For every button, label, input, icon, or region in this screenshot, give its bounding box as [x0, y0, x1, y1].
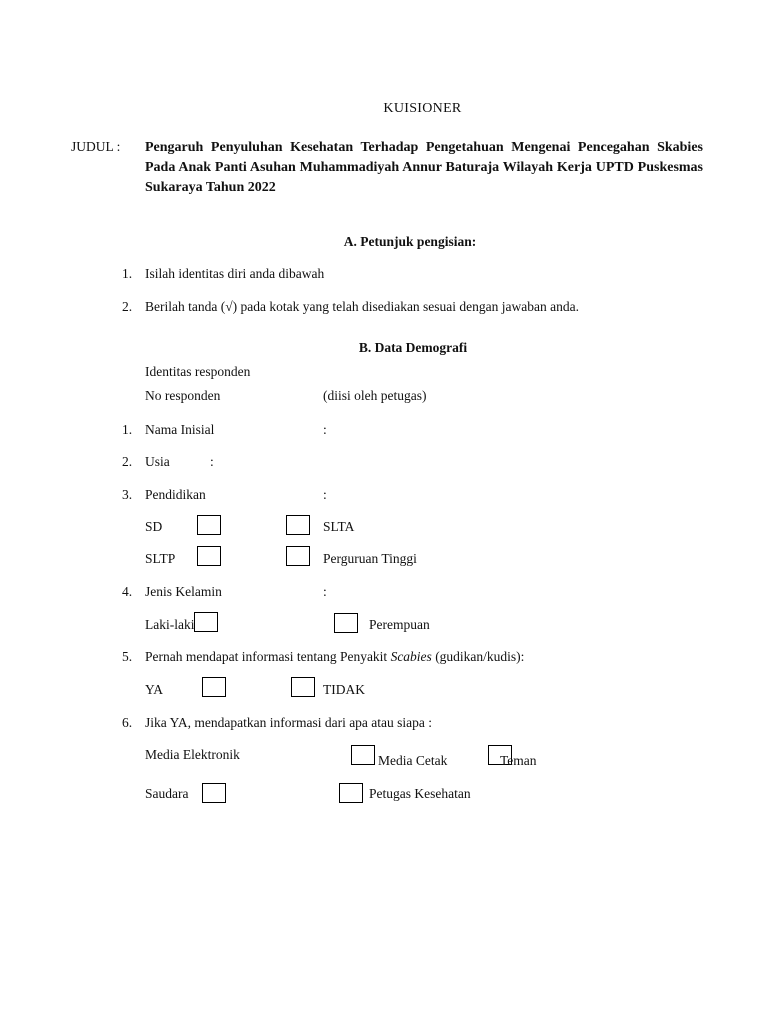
checkbox-perguruan-tinggi[interactable] — [286, 546, 310, 566]
option-saudara-label: Saudara — [145, 786, 189, 801]
document-title: KUISIONER — [383, 101, 462, 116]
judul-label: JUDUL : — [71, 139, 121, 154]
option-slta-label: SLTA — [323, 519, 355, 534]
checkbox-sd[interactable] — [197, 515, 221, 535]
checkbox-media-elektronik[interactable] — [351, 745, 375, 765]
option-petugas-kesehatan-label: Petugas Kesehatan — [369, 786, 471, 801]
option-perempuan-label: Perempuan — [369, 617, 430, 632]
option-sd-label: SD — [145, 519, 163, 534]
q3-colon: : — [323, 487, 327, 502]
instruction-2-text: Berilah tanda (√) pada kotak yang telah disediakan sesuai dengan jawaban anda. — [145, 299, 579, 314]
option-sltp-label: SLTP — [145, 551, 176, 566]
q5-number: 5. — [122, 649, 133, 664]
no-responden-note: (diisi oleh petugas) — [323, 388, 427, 403]
checkbox-sltp[interactable] — [197, 546, 221, 566]
checkbox-laki-laki[interactable] — [194, 612, 218, 632]
q5-label — [145, 649, 524, 665]
q1-colon: : — [323, 422, 327, 437]
q4-number: 4. — [122, 584, 133, 599]
checkbox-petugas-kesehatan[interactable] — [339, 783, 363, 803]
instruction-1-number: 1. — [122, 266, 133, 281]
q6-number: 6. — [122, 715, 133, 730]
option-media-cetak-label: Media Cetak — [378, 753, 448, 768]
option-tidak-label: TIDAK — [323, 682, 365, 697]
instruction-2-number: 2. — [122, 299, 133, 314]
q4-label: Jenis Kelamin — [145, 584, 222, 599]
option-media-elektronik-label: Media Elektronik — [145, 747, 240, 762]
checkbox-tidak[interactable] — [291, 677, 315, 697]
no-responden-label: No responden — [145, 388, 221, 403]
checkbox-ya[interactable] — [202, 677, 226, 697]
q2-number: 2. — [122, 454, 133, 469]
option-perguruan-tinggi-label: Perguruan Tinggi — [323, 551, 417, 566]
section-b-heading: B. Data Demografi — [358, 340, 468, 355]
checkbox-saudara[interactable] — [202, 783, 226, 803]
judul-text: Pengaruh Penyuluhan Kesehatan Terhadap Pengetahuan Mengenai Pencegahan Skabies Pada Anak Panti Asuhan Muhammadiyah Annur Baturaja Wilayah Kerja UPTD Puskesmas Sukaraya Tahun 2022 — [145, 140, 703, 195]
q6-label: Jika YA, mendapatkan informasi dari apa atau siapa : — [145, 715, 433, 730]
q1-number: 1. — [122, 422, 133, 437]
q5-label-italic: Scabies — [390, 649, 432, 664]
q5-label-after: (gudikan/kudis): — [431, 649, 525, 664]
option-ya-label: YA — [145, 682, 164, 697]
instruction-1-text: Isilah identitas diri anda dibawah — [145, 266, 325, 281]
q1-label: Nama Inisial — [145, 422, 215, 437]
checkbox-perempuan[interactable] — [334, 613, 358, 633]
q3-label: Pendidikan — [145, 487, 206, 502]
q2-colon: : — [210, 454, 214, 469]
q5-label-before: Pernah mendapat informasi tentang Penyakit — [145, 649, 391, 664]
q4-colon: : — [323, 584, 327, 599]
checkbox-slta[interactable] — [286, 515, 310, 535]
option-teman-label: Teman — [500, 753, 537, 768]
identitas-responden-label: Identitas responden — [145, 364, 251, 379]
q2-label: Usia — [145, 454, 170, 469]
q3-number: 3. — [122, 487, 133, 502]
section-a-heading: A. Petunjuk pengisian: — [343, 234, 477, 249]
option-laki-laki-label: Laki-laki — [145, 617, 195, 632]
